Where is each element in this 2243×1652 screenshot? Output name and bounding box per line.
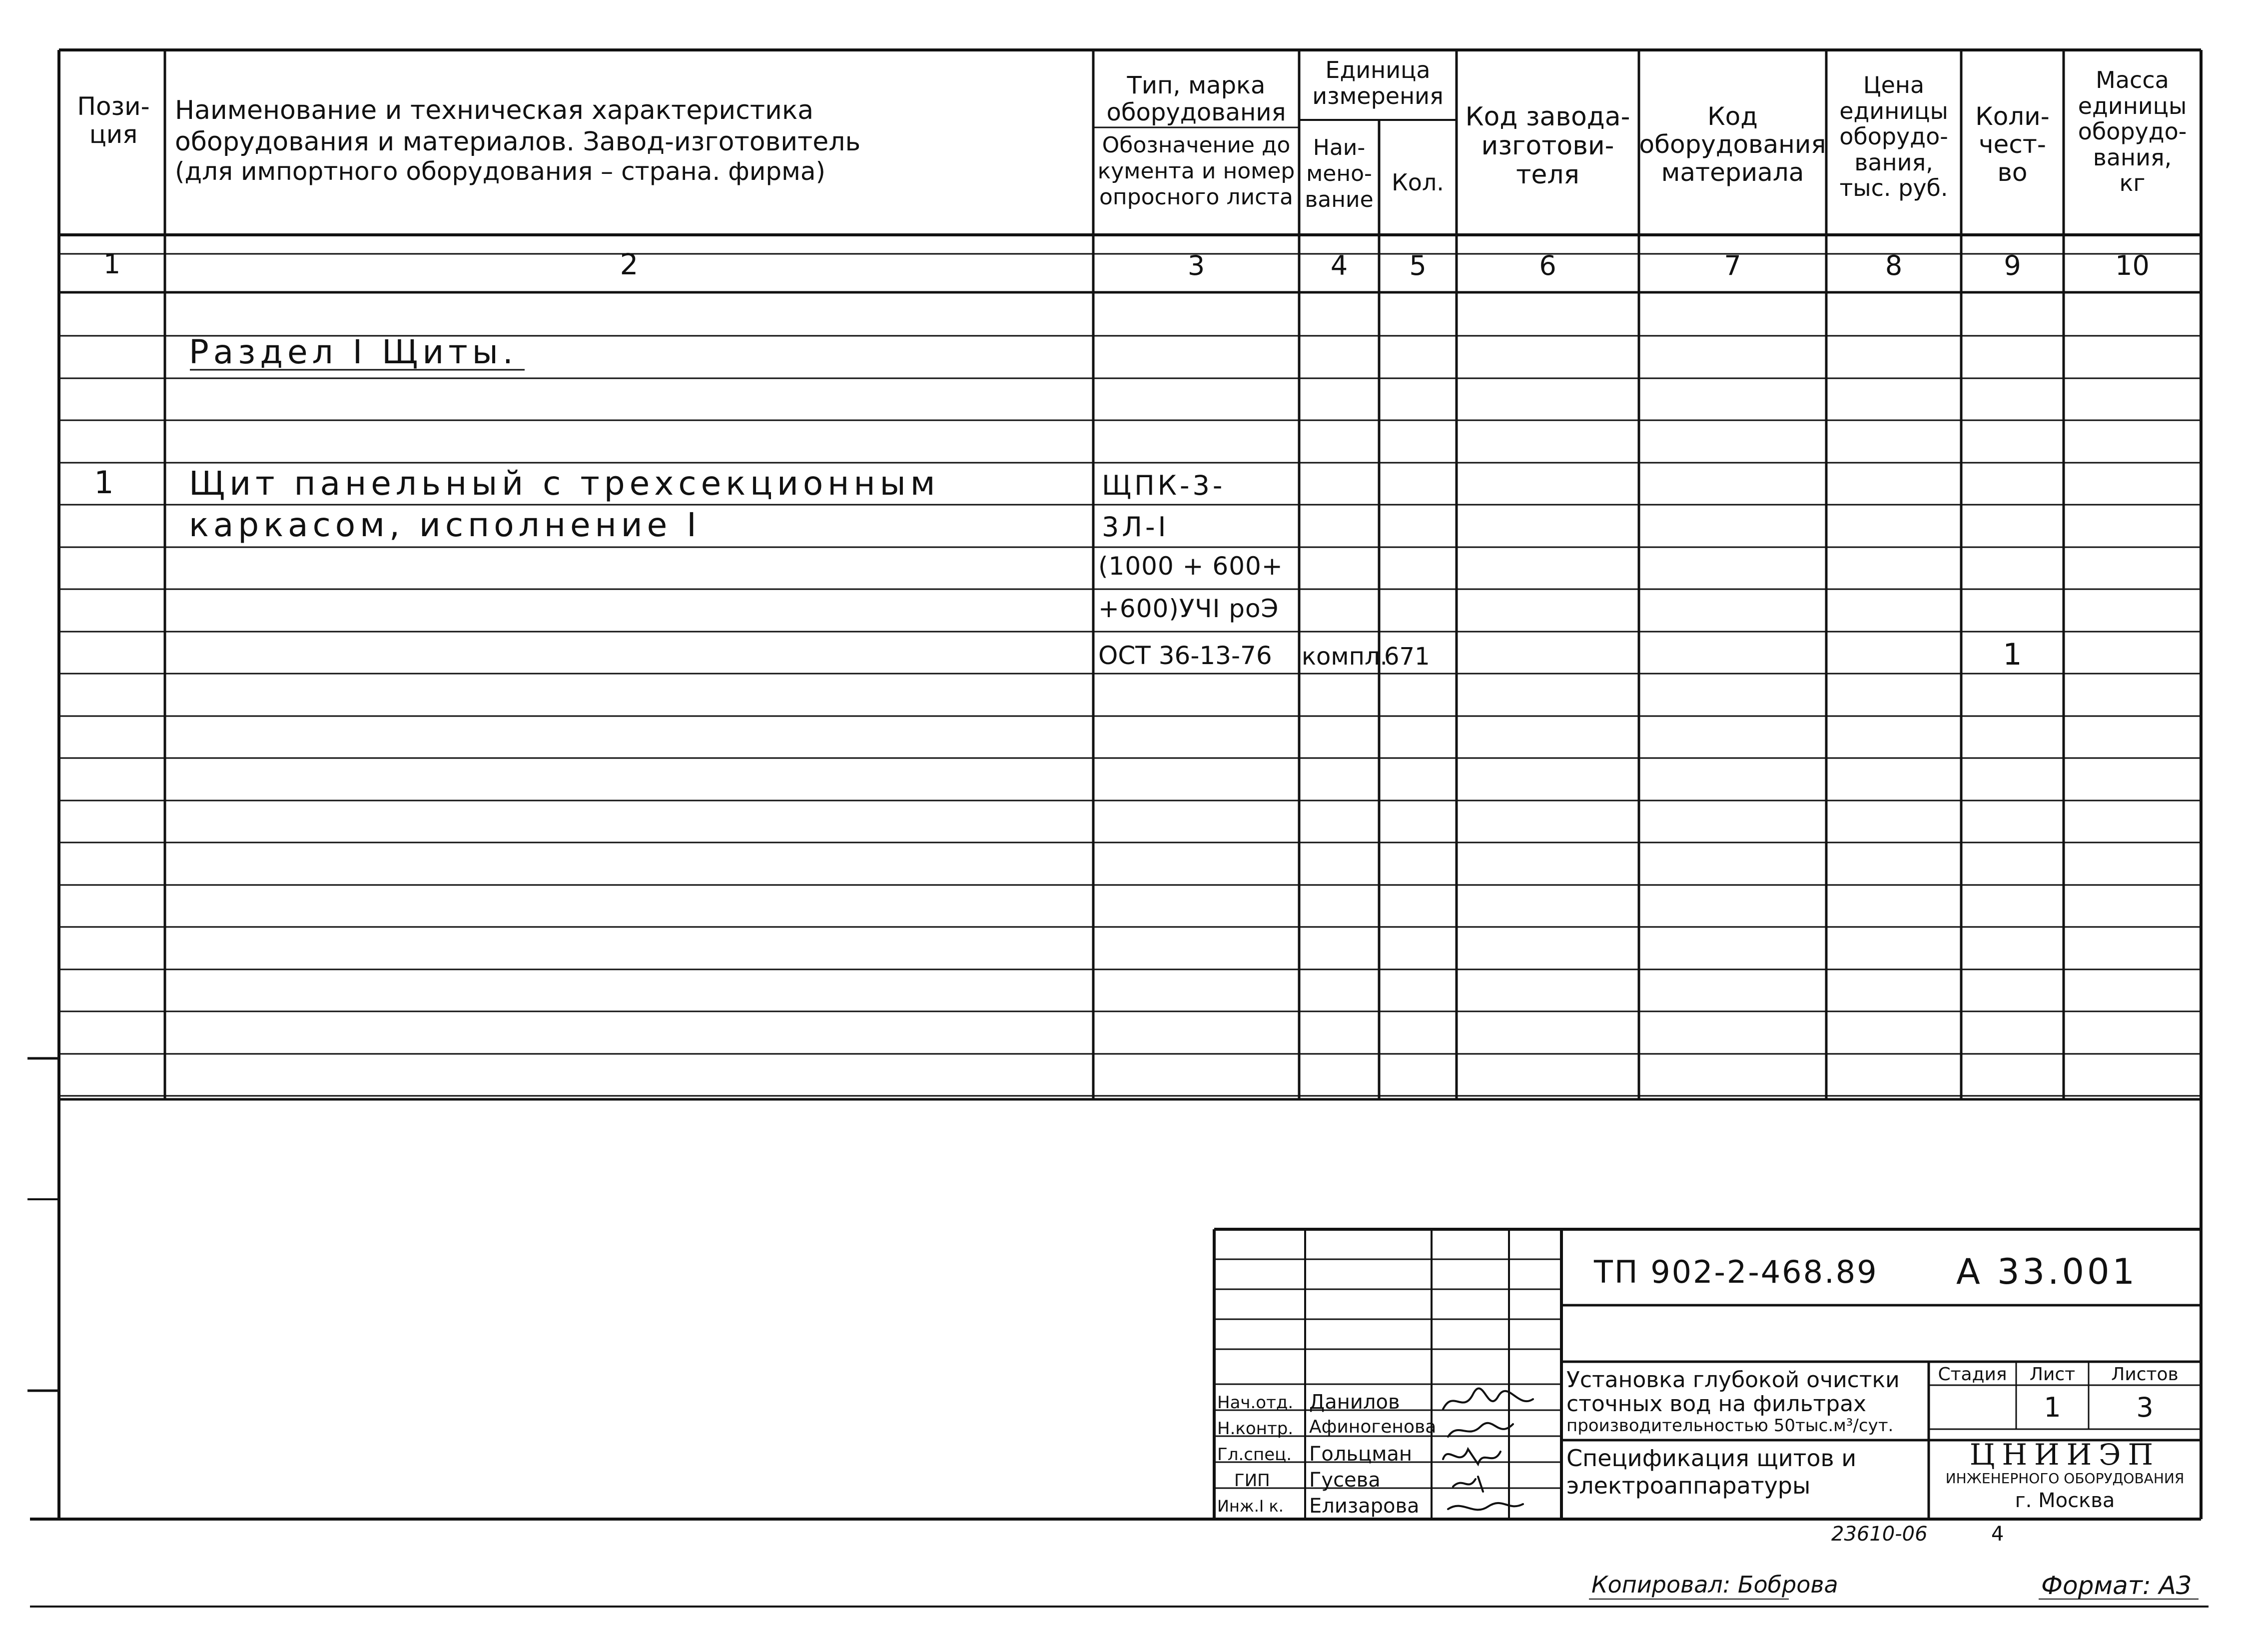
stage-label: Стадия [1938,1364,2007,1385]
organization-subtitle: ИНЖЕНЕРНОГО ОБОРУДОВАНИЯ [1945,1470,2185,1487]
sheet-code: А 33.001 [1956,1251,2138,1292]
header-unit-group: Единица измерения [1312,56,1444,109]
item-name-line1: Щит панельный с трехсекционным [189,464,940,503]
item-name-line2: каркасом, исполнение I [189,506,701,544]
name-standards-control: Афиногенова [1309,1417,1437,1437]
item-type-line4: +600)УЧI роЭ [1098,594,1279,623]
column-number-4: 4 [1330,250,1348,281]
header-name-line1: Наименование и техническая характеристика [175,95,814,125]
column-number-5: 5 [1409,250,1427,281]
inventory-number: 23610-06 [1831,1523,1928,1546]
paper-format: Формат: А3 [2041,1571,2192,1600]
sheet-label: Лист [2029,1364,2076,1385]
header-factory-code: Код завода- изготови- теля [1465,102,1630,190]
role-head-of-department: Нач.отд. [1217,1393,1294,1413]
organization-city: г. Москва [2015,1489,2115,1512]
sheet-number: 1 [2044,1392,2061,1423]
project-title-line2: сточных вод на фильтрах [1566,1391,1867,1417]
section-title: Раздел I Щиты. [189,333,518,371]
header-unit-mass: Масса единицы оборудо- вания, кг [2078,66,2187,197]
organization-name: ЦНИИЭП [1969,1438,2161,1472]
column-number-6: 6 [1539,250,1556,281]
column-number-10: 10 [2115,250,2150,281]
role-engineer: Инж.I к. [1217,1497,1284,1516]
column-number-9: 9 [2004,250,2021,281]
project-title-line1: Установка глубокой очистки [1566,1367,1900,1393]
sheets-count: 3 [2136,1392,2154,1423]
header-type: Тип, марка оборудования [1106,71,1286,126]
item-quantity: 1 [2003,637,2022,672]
item-unit: компл. [1302,643,1388,671]
item-type-line3: (1000 + 600+ [1098,552,1283,581]
name-chief-engineer: Гусева [1309,1469,1381,1492]
copied-by: Копировал: Боброва [1591,1571,1838,1598]
page-mark: 4 [1991,1523,2004,1546]
column-number-8: 8 [1885,250,1903,281]
column-number-1: 1 [103,248,121,280]
column-number-2: 2 [620,247,639,281]
name-head-of-department: Данилов [1309,1391,1400,1414]
role-chief-engineer: ГИП [1234,1471,1270,1491]
header-unit-code: Кол. [1392,169,1444,196]
item-standard: ОСТ 36-13-76 [1098,641,1272,670]
role-standards-control: Н.контр. [1217,1419,1294,1439]
signatures-image [1433,1384,1558,1519]
item-type-line1: ЩПК-3- [1102,470,1226,501]
item-type-line2: 3Л-I [1102,511,1169,543]
header-equipment-code: Код оборудования материала [1639,102,1826,187]
name-engineer: Елизарова [1309,1495,1420,1518]
header-unit-price: Цена единицы оборудо- вания, тыс. руб. [1839,71,1948,202]
header-unit-name: Наи- мено- вание [1305,135,1374,212]
header-name-line3: (для импортного оборудования – страна. фирма) [175,157,826,186]
role-chief-specialist: Гл.спец. [1217,1445,1292,1465]
header-position: Пози- ция [77,92,150,149]
header-quantity: Коли- чест- во [1975,102,2050,187]
document-code: ТП 902-2-468.89 [1594,1254,1878,1290]
item-position: 1 [94,464,114,501]
name-chief-specialist: Гольцман [1309,1443,1413,1466]
project-title-line3: производительностью 50тыс.м³/сут. [1566,1416,1894,1436]
drawing-title-line2: электроаппаратуры [1566,1472,1811,1499]
header-doc-designation: Обозначение до кумента и номер опросного листа [1097,132,1295,210]
header-name-line2: оборудования и материалов. Завод-изготовитель [175,127,861,157]
item-unit-code: 671 [1384,643,1430,671]
column-number-3: 3 [1187,250,1205,281]
column-number-7: 7 [1724,250,1741,281]
drawing-title-line1: Спецификация щитов и [1566,1445,1857,1472]
sheets-label: Листов [2111,1364,2179,1385]
